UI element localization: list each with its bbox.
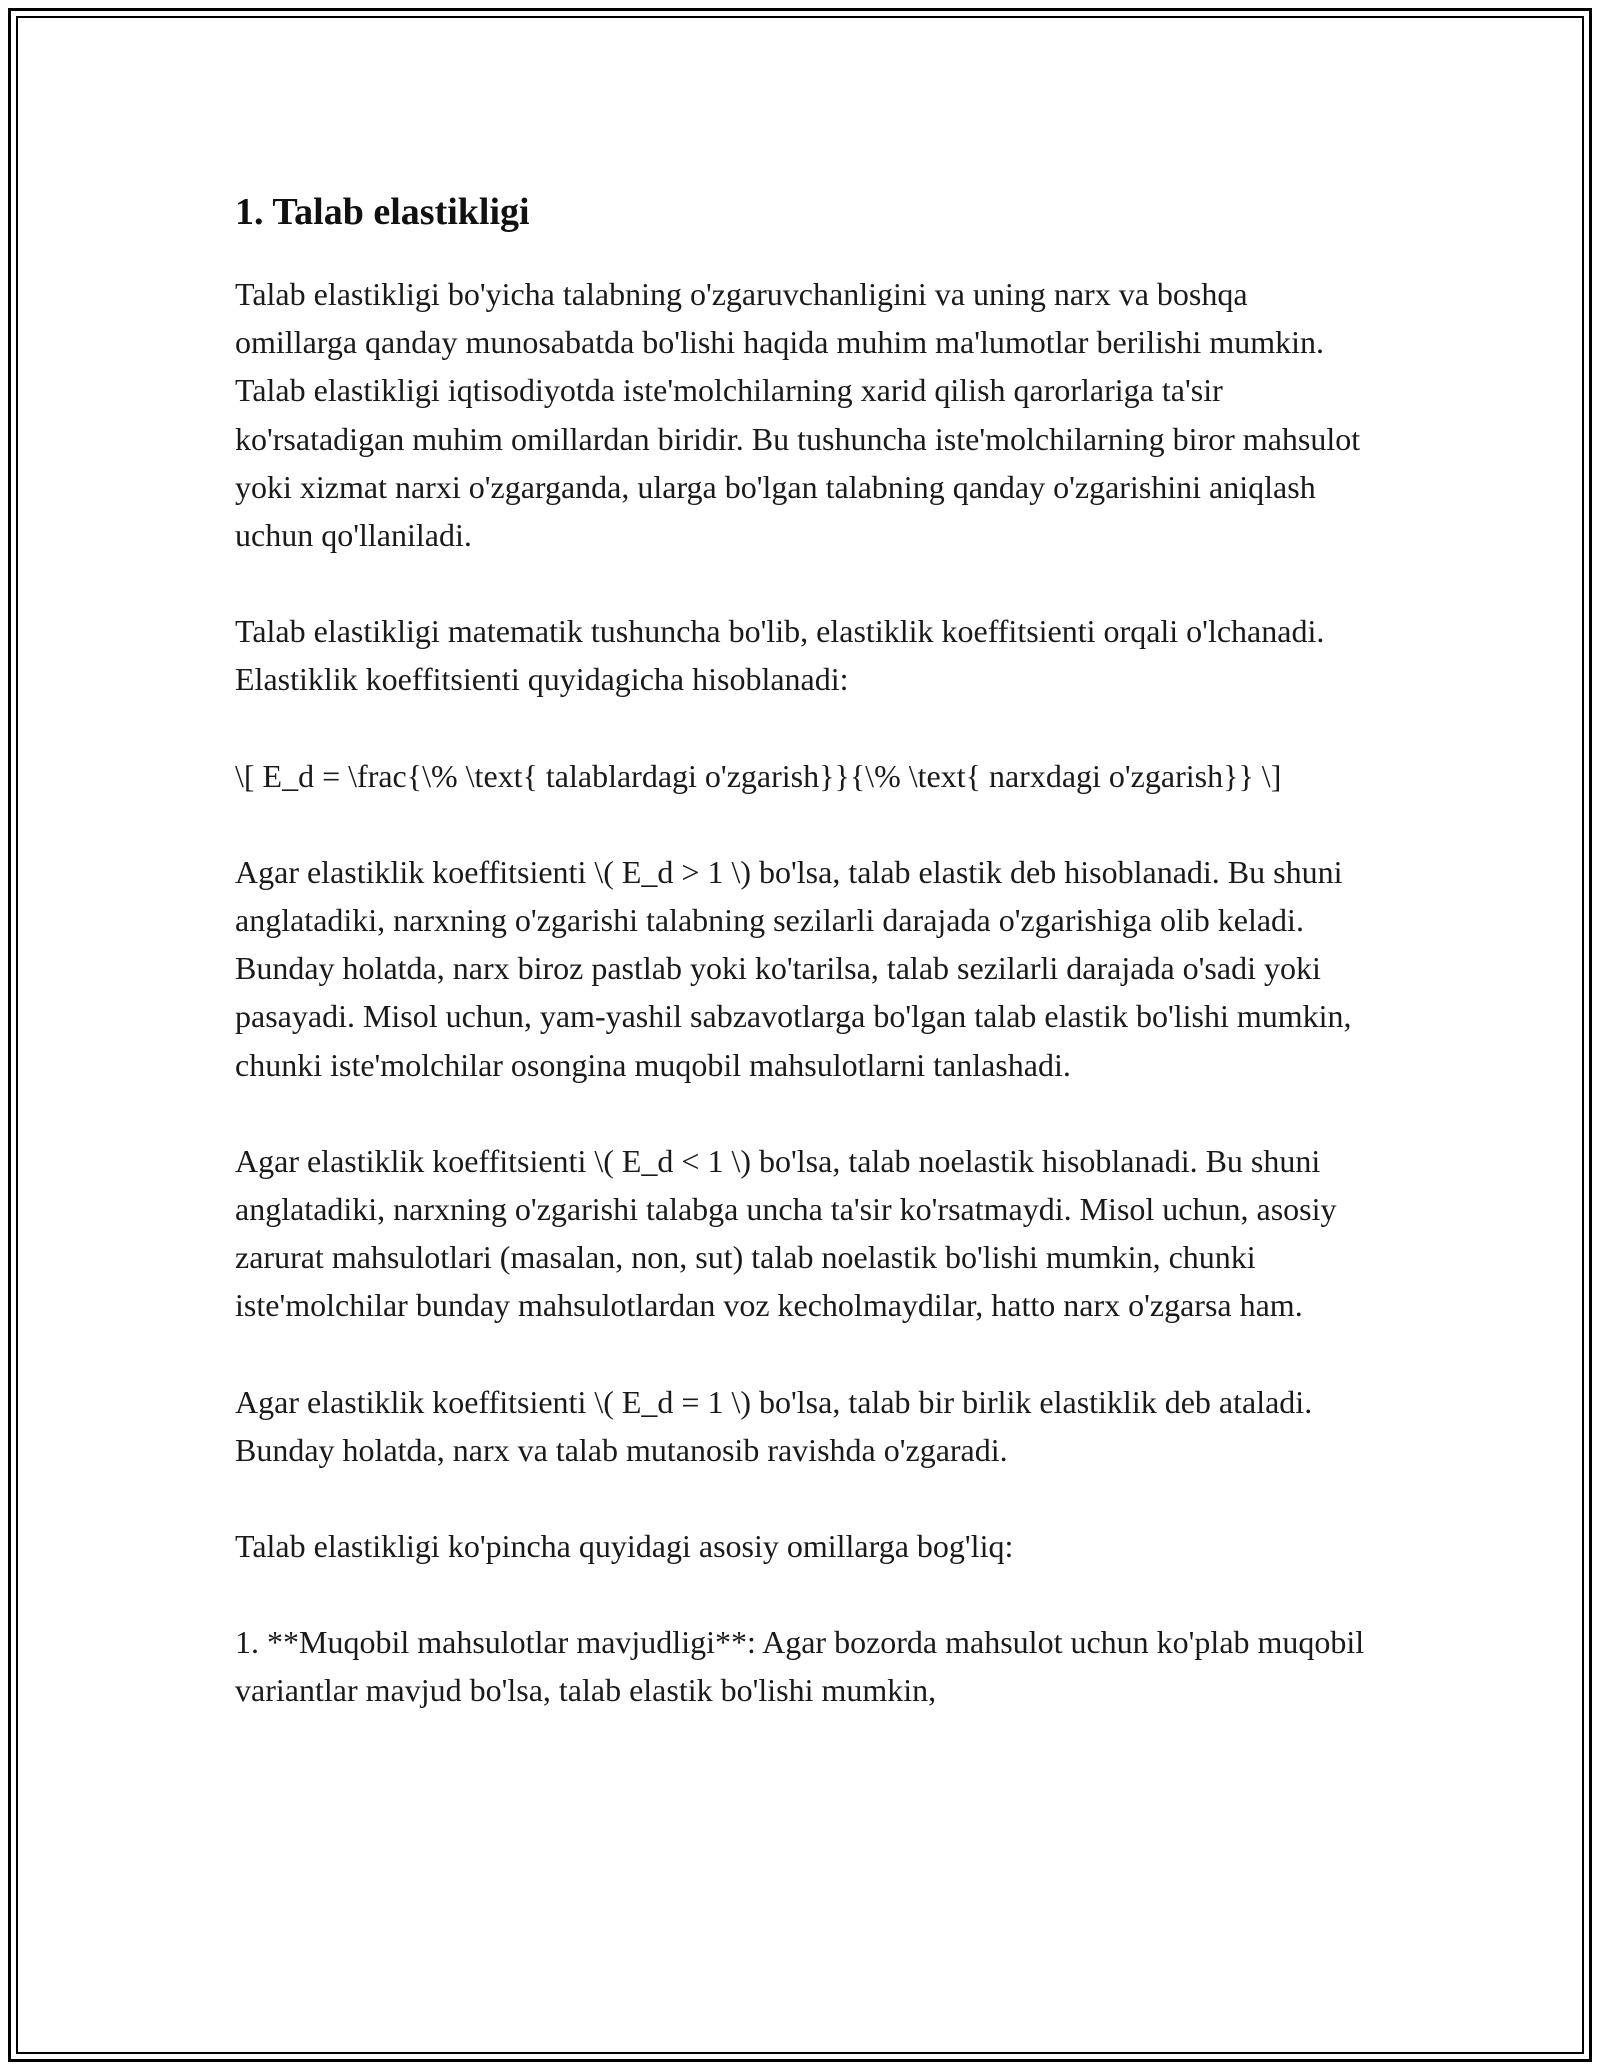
document-body (235, 182, 1375, 1763)
formula-elasticity: \[ E_d = \frac{\% \text{ talablardagi o'zgarish}}{\% \text{ narxdagi o'zgarish}} \] (235, 757, 1282, 794)
paragraph-intro: Talab elastikligi bo'yicha talabning o'zgaruvchanligini va uning narx va boshqa omillarga qanday munosabatda bo'lishi haqida muhim ma'lumotlar berilishi mumkin. Talab elastikligi iqtisodiyotda iste'molchilarning xarid qilish qarorlariga ta'sir ko'rsatadigan muhim omillardan biridir. Bu tushuncha iste'molchilarning biror mahsulot yoki xizmat narxi o'zgarganda, ularga bo'lgan talabning qanday o'zgarishini aniqlash uchun qo'llaniladi. (235, 276, 1361, 554)
paragraph-factors-intro: Talab elastikligi ko'pincha quyidagi asosiy omillarga bog'liq: (235, 1528, 1014, 1565)
section-heading: 1. Talab elastikligi (235, 191, 530, 233)
paragraph-inelastic-case: Agar elastiklik koeffitsienti \( E_d < 1 \) bo'lsa, talab noelastik hisoblanadi. Bu shuni anglatadiki, narxning o'zgarishi talabga uncha ta'sir ko'rsatmaydi. Misol uchun, asosiy zarurat mahsulotlari (masalan, non, sut) talab noelastik bo'lishi mumkin, chunki iste'molchilar bunday mahsulotlardan voz kecholmaydilar, hatto narx o'zgarsa ham. (235, 1142, 1337, 1324)
paragraph-elastic-case: Agar elastiklik koeffitsienti \( E_d > 1 \) bo'lsa, talab elastik deb hisoblanadi. Bu shuni anglatadiki, narxning o'zgarishi talabning sezilarli darajada o'zgarishiga olib keladi. Bunday holatda, narx biroz pastlab yoki ko'tarilsa, talab sezilarli darajada o'sadi yoki pasayadi. Misol uchun, yam-yashil sabzavotlarga bo'lgan talab elastik bo'lishi mumkin, chunki iste'molchilar osongina muqobil mahsulotlarni tanlashadi. (235, 853, 1352, 1083)
paragraph-unit-elastic-case: Agar elastiklik koeffitsienti \( E_d = 1 \) bo'lsa, talab bir birlik elastiklik deb ataladi. Bunday holatda, narx va talab mutanosib ravishda o'zgaradi. (235, 1383, 1313, 1468)
paragraph-math-definition: Talab elastikligi matematik tushuncha bo'lib, elastiklik koeffitsienti orqali o'lchanadi. Elastiklik koeffitsienti quyidagicha hisoblanadi: (235, 613, 1325, 698)
list-item-substitutes: 1. **Muqobil mahsulotlar mavjudligi**: Agar bozorda mahsulot uchun ko'plab muqobil variantlar mavjud bo'lsa, talab elastik bo'lishi mumkin, (235, 1624, 1365, 1709)
